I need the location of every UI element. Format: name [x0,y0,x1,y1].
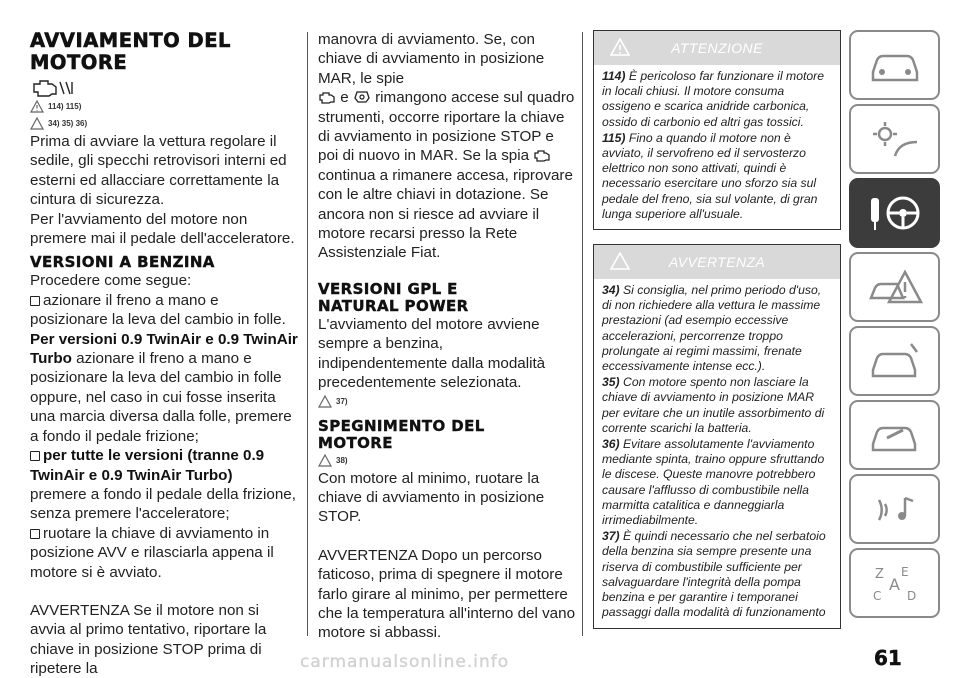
svg-text:C: C [872,589,881,603]
note-text: Con motore spento non lasciare la chiave di avviamento in posizione MAR per evitare che un inutile assorbimento di corrente scarichi la batteria. [602,375,825,435]
avvertenza-box [593,244,841,628]
note-number: 115) [602,130,626,145]
note-number: 34) [602,283,620,298]
chapter-sidebar [849,30,940,622]
column-left [30,30,298,678]
note-item [602,283,832,374]
multimedia-icon [865,486,925,532]
attenzione-box [593,30,841,230]
paragraph: Procedere come segue: [30,272,192,290]
warning-triangle-icon [610,38,630,56]
caution-triangle-icon [318,395,332,408]
bullet-icon [30,451,40,461]
tab-emergency[interactable] [849,326,940,396]
paragraph: Prima di avviare la vettura regolare il sedile, gli specchi retrovisori interni ed esterni ed allacciare correttamente la cintura di sicurezza. [30,133,287,209]
avvertenza-header: AVVERTENZA [594,245,840,279]
note-number: 36) [602,437,620,452]
paragraph: AVVERTENZA Se il motore non si avvia al primo tentativo, riportare la chiave in posizione STOP prima di ripetere la [30,601,267,678]
subsection-title: SPEGNIMENTO DEL MOTORE [318,416,485,452]
caution-triangle-icon [610,252,630,270]
note-item [602,131,832,222]
note-text: È quindi necessario che nel serbatoio della benzina sia sempre presente una riserva di combustibile sufficiente per salvaguardare l'integrità della pompa benzina e per garantire i temporanei passaggi dalla modalità di funzionamento [602,529,826,620]
list-item: ruotare la chiave di avviamento in posizione AVV e rilasciarla appena il motore si è avviato. [30,524,274,581]
attenzione-body [594,65,840,229]
note-item [602,375,832,436]
tab-multimedia[interactable] [849,474,940,544]
warning-triangle-icon [30,100,44,113]
section-title: AVVIAMENTO DEL MOTORE [30,29,231,74]
tab-maintenance[interactable] [849,400,940,470]
note-item [602,529,832,620]
list-item: per tutte le versioni (tranne 0.9 TwinAir e 0.9 TwinAir Turbo) premere a fondo il pedale della frizione, senza premere l'acceleratore; [30,447,296,523]
warning-refs: 114) 115) [30,98,298,115]
watermark: carmanualsonline.info [300,652,510,672]
tab-dashboard[interactable] [849,104,940,174]
tab-start-driving[interactable] [849,178,940,248]
engine-warning-light-icon [533,148,551,162]
car-icon [865,42,925,88]
note-number: 114) [602,69,626,83]
page-number: 61 [874,646,902,670]
paragraph: Con motore al minimo, ruotare la chiave di avviamento in posizione STOP. [318,469,545,526]
caution-triangle-icon [30,117,44,130]
note-item [602,437,832,528]
svg-text:A: A [888,575,900,594]
car-maintenance-icon [865,412,925,458]
immobilizer-light-icon [353,90,371,104]
caution-triangle-icon [318,454,332,467]
column-divider [307,32,308,636]
paragraph: manovra di avviamento. Se, con chiave di avviamento in posizione MAR, le spie e rimangono accese sul quadro strumenti, occorre riportare la chiave di avviamento in posizione STOP e poi di nuovo in MAR. Se la spia continua a rimanere accesa, riprovare con le altre chiavi in dotazione. Se ancora non si riesce ad avviare il motore recarsi presso la Rete Assistenziale Fiat. [318,31,575,262]
note-number: 37) [602,529,620,544]
svg-text:Z: Z [874,567,884,582]
tab-index[interactable] [849,548,940,618]
column-middle [318,30,576,643]
dashboard-lights-icon [865,116,925,162]
tab-warning[interactable] [849,252,940,322]
engine-warning-light-icon [318,90,336,104]
attenzione-header: ATTENZIONE [594,31,840,65]
note-number: 35) [602,375,620,390]
key-steering-wheel-icon [865,190,925,236]
list-item: Per versioni 0.9 TwinAir e 0.9 TwinAir Turbo azionare il freno a mano e posizionare la leva del cambio in folle oppure, nel caso in cui fosse inserita una marcia diversa dalla folle, premere a fondo il pedale frizione; [30,330,298,445]
note-text: È pericoloso far funzionare il motore in locali chiusi. Il motore consuma ossigeno e scarica anidride carbonica, ossido di carbonio ed altri gas tossici. [602,69,824,129]
car-emergency-icon [865,338,925,384]
note-text: Si consiglia, nel primo periodo d'uso, di non richiedere alla vettura le massime prestazioni (ad esempio eccessive accelerazioni, percorrenze troppo prolungate ai regimi massimi, frenate eccessivamente intense ecc.). [602,283,822,374]
bullet-icon [30,296,40,306]
subsection-title: VERSIONI GPL E NATURAL POWER [318,279,469,315]
car-warning-icon [865,264,925,310]
caution-refs: 34) 35) 36) [30,115,298,132]
note-item [602,69,832,130]
engine-symbol-icon [30,78,298,98]
note-text: Fino a quando il motore non è avviato, il servofreno ed il servosterzo elettrico non sono attivati, quindi è necessario esercitare uno sforzo sia sul pedale del freno, sia sul volante, di gran lunga superiore all'usuale. [602,130,818,221]
column-divider [582,32,583,636]
paragraph: L'avviamento del motore avviene sempre a benzina, indipendentemente dalla modalità precedentemente selezionata. [318,315,546,392]
alphabetical-index-icon [865,560,925,606]
svg-text:D: D [906,589,916,603]
caution-refs: 38) [318,452,576,469]
subsection-title: VERSIONI A BENZINA [30,253,215,272]
avvertenza-body [594,279,840,627]
paragraph: AVVERTENZA Dopo un percorso faticoso, prima di spegnere il motore farlo girare al minimo, per permettere che la temperatura all'interno del vano motore si abbassi. [318,546,576,642]
paragraph: Per l'avviamento del motore non premere mai il pedale dell'acceleratore. [30,210,295,248]
tab-car[interactable] [849,30,940,100]
note-text: Evitare assolutamente l'avviamento mediante spinta, traino oppure sfruttando le discese. Queste manovre potrebbero causare l'afflusso di combustibile nella marmitta catalitica e danneggiarla irrimediabilmente. [602,437,825,528]
bullet-icon [30,529,40,539]
caution-refs: 37) [318,393,576,410]
list-item: azionare il freno a mano e posizionare la leva del cambio in folle. [30,291,286,329]
column-right [593,30,841,643]
svg-text:E: E [900,565,909,579]
